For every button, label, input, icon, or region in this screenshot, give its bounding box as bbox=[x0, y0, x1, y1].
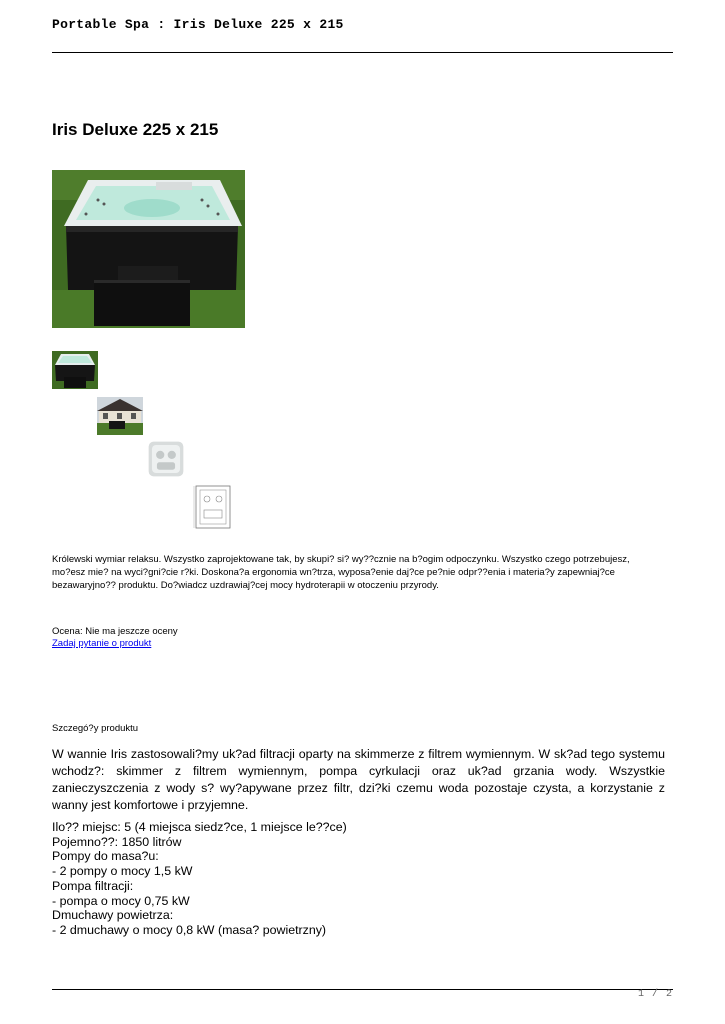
spec-line: Pompa filtracji: bbox=[52, 878, 134, 893]
rating-text: Ocena: Nie ma jeszcze oceny bbox=[52, 626, 178, 637]
spec-line: - 2 pompy o mocy 1,5 kW bbox=[52, 864, 193, 879]
details-heading: Szczegó?y produktu bbox=[52, 723, 139, 734]
header-divider bbox=[52, 52, 673, 53]
spec-line: Ilo?? miejsc: 5 (4 miejsca siedz?ce, 1 miejsce le??ce) bbox=[52, 820, 347, 834]
footer-divider bbox=[52, 989, 673, 990]
product-title: Iris Deluxe 225 x 215 bbox=[52, 120, 219, 139]
thumbnail-image[interactable] bbox=[52, 351, 98, 389]
details-paragraph: W wannie Iris zastosowali?my uk?ad filtracji oparty na skimmerze z filtrem wymiennym. W sk?ad tego systemu wchodz?: skimmer z filtrem wymiennym, pompa cyrkulacji oraz uk?ad grzania wody. Wszystkie zanieczyszczenia z wody s? wy?apywane przez filtr, dzi?ki czemu woda pozostaje czysta, a korzystanie z wanny jest komfortowe i przyjemne. bbox=[52, 747, 665, 812]
spec-line: Pompy do masa?u: bbox=[52, 849, 159, 864]
page-header-title: Portable Spa : Iris Deluxe 225 x 215 bbox=[52, 17, 344, 32]
thumbnail-image[interactable] bbox=[143, 440, 189, 478]
thumbnail-image[interactable] bbox=[190, 484, 236, 530]
ask-question-link[interactable]: Zadaj pytanie o produkt bbox=[52, 638, 152, 649]
specs-list bbox=[52, 820, 347, 938]
page-number: 1 / 2 bbox=[637, 989, 673, 1000]
product-short-description bbox=[52, 553, 672, 592]
description-line: Królewski wymiar relaksu. Wszystko zaprojektowane tak, by skupi? si? wy??cznie na b?ogim odpoczynku. Wszystko czego potrzebujesz, bbox=[52, 554, 630, 565]
description-line: bezawaryjno?? produktu. Do?wiadcz uzdrawiaj?cej mocy hydroterapii w otoczeniu przyrody. bbox=[52, 580, 439, 591]
description-line: mo?esz mie? na wyci?gni?cie r?ki. Doskona?a ergonomia wn?trza, wyposa?enie daj?ce pe?nie odpr??enia i materia?y zapewniaj?ce bbox=[52, 567, 615, 578]
thumbnail-image[interactable] bbox=[97, 397, 143, 435]
main-product-image bbox=[52, 170, 245, 328]
spec-line: Pojemno??: 1850 litrów bbox=[52, 834, 182, 849]
spec-line: Dmuchawy powietrza: bbox=[52, 908, 174, 923]
spec-line: - 2 dmuchawy o mocy 0,8 kW (masa? powietrzny) bbox=[52, 922, 327, 937]
spec-line: - pompa o mocy 0,75 kW bbox=[52, 893, 190, 908]
